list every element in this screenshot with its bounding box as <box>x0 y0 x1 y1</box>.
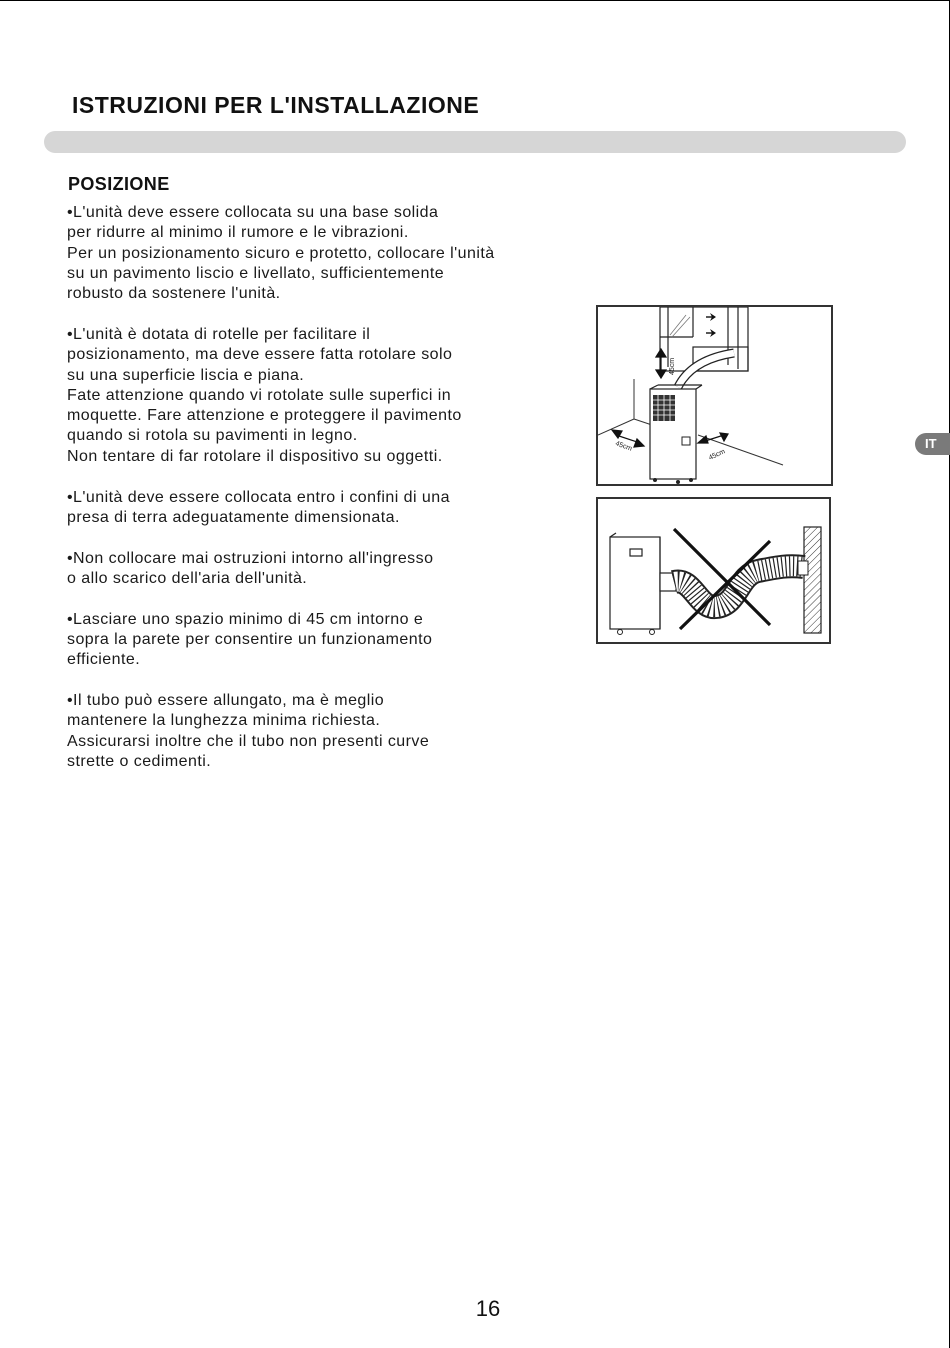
top-clearance-arrow <box>656 349 666 378</box>
language-tab: IT <box>915 433 950 455</box>
page-title: ISTRUZIONI PER L'INSTALLAZIONE <box>72 92 480 118</box>
paragraph-base-solida: •L'unità deve essere collocata su una base solida per ridurre al minimo il rumore e le vibrazioni. Per un posizionamento sicuro e protetto, collocare l'unità su un pavimento liscio e livellato, sufficientemente robusto da sostenere l'unità. <box>67 204 495 303</box>
paragraph-rotelle: •L'unità è dotata di rotelle per facilitare il posizionamento, ma deve essere fatta rotolare solo su una superficie liscia e piana. Fate attenzione quando vi rotolate sulle superfici in moquette. Fare attenzione e proteggere il pavimento quando si rotola su pavimenti in legno. Non tentare di far rotolare il dispositivo su oggetti. <box>67 325 462 465</box>
page-border-top <box>0 0 950 1</box>
right-clearance-arrow <box>698 433 728 443</box>
title-divider-bar <box>44 131 906 153</box>
clearance-illustration <box>596 305 833 486</box>
paragraph-tubo: •Il tubo può essere allungato, ma è meglio mantenere la lunghezza minima richiesta. Assicurarsi inoltre che il tubo non presenti curve strette o cedimenti. <box>67 692 430 771</box>
label-top-clearance: 45cm <box>669 357 676 375</box>
page-number: 16 <box>475 1296 501 1321</box>
airflow-arrows <box>706 313 716 337</box>
section-heading: POSIZIONE <box>68 174 170 194</box>
paragraph-spazio-minimo: •Lasciare uno spazio minimo di 45 cm intorno e sopra la parete per consentire un funzionamento efficiente. <box>67 610 433 669</box>
paragraph-presa-terra: •L'unità deve essere collocata entro i confini di una presa di terra adeguatamente dimensionata. <box>67 488 450 526</box>
air-conditioner-side-view <box>610 533 660 629</box>
label-left-clearance: 45cm <box>614 440 633 453</box>
incorrect-hose-illustration <box>596 497 831 644</box>
wall-hatched <box>804 527 821 633</box>
label-right-clearance: 45cm <box>707 448 727 462</box>
paragraph-ostruzioni: •Non collocare mai ostruzioni intorno all'ingresso o allo scarico dell'aria dell'unità. <box>67 549 434 587</box>
body-text <box>67 203 587 793</box>
